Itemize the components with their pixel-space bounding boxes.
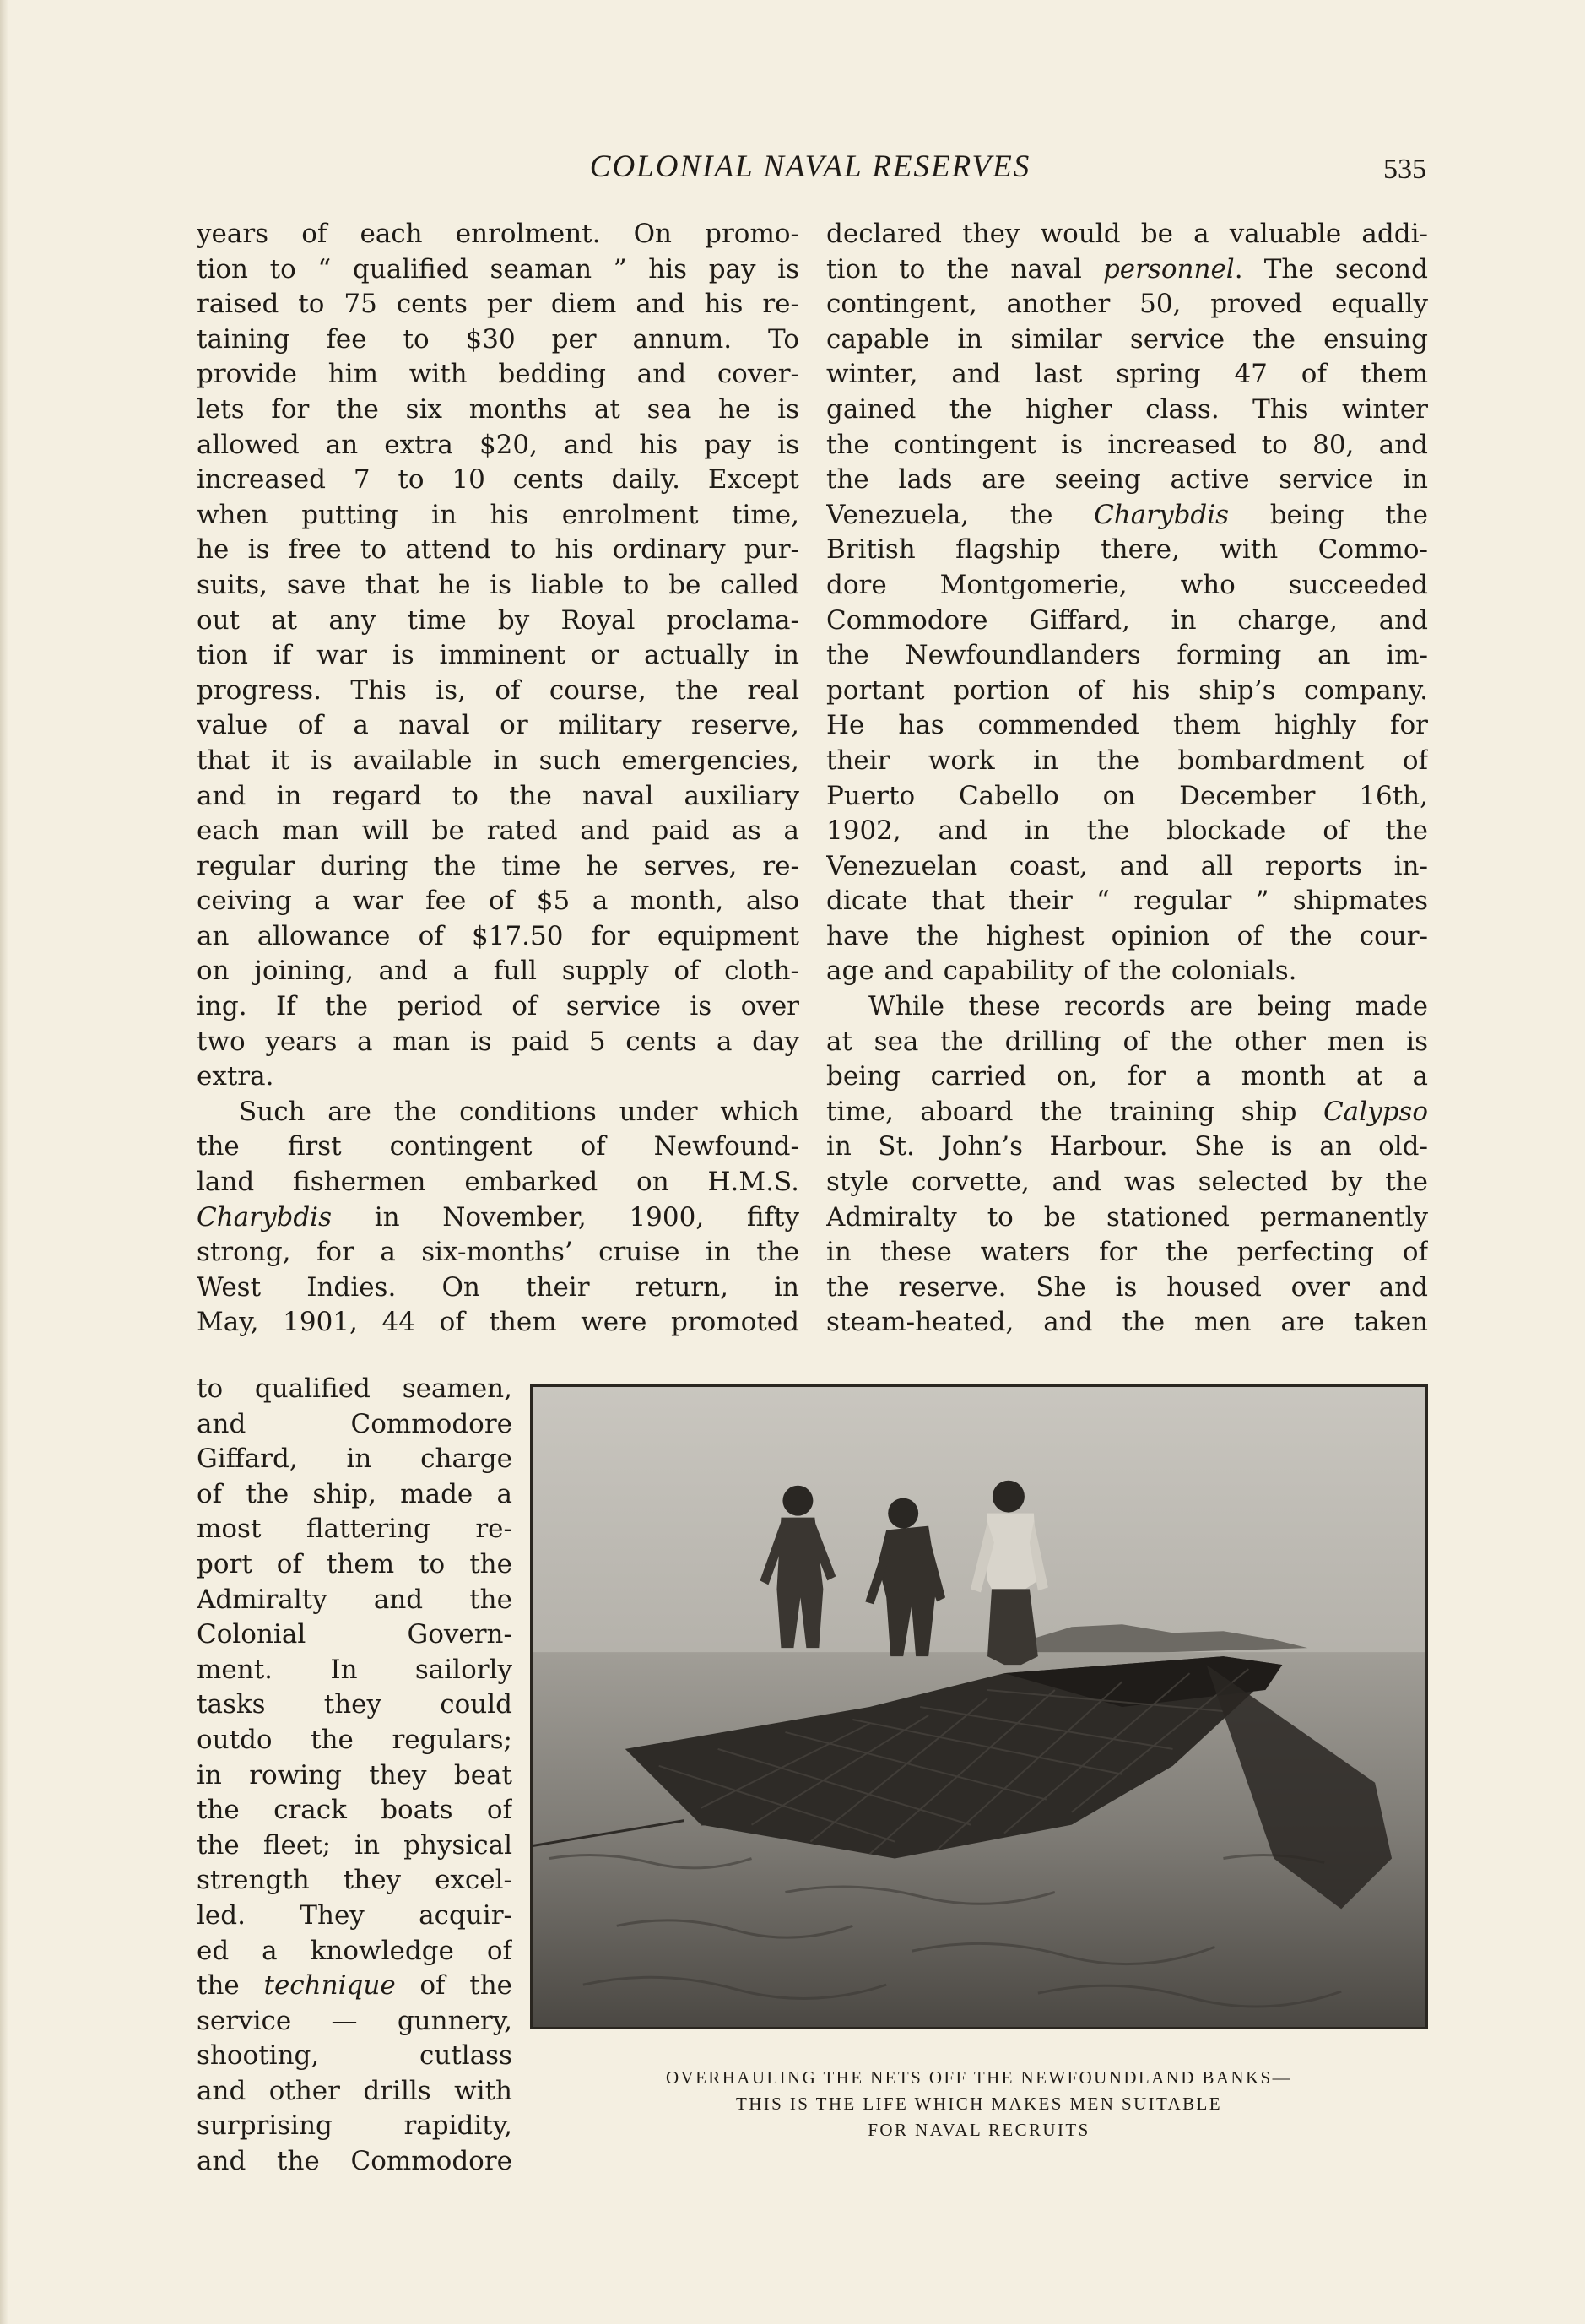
sky-area xyxy=(533,1387,1425,1673)
text-line: style corvette, and was selected by the xyxy=(826,1167,1428,1198)
text-line: age and capability of the colonials. xyxy=(826,956,1297,987)
text-fragment: tion to the naval xyxy=(826,253,1082,284)
running-head: COLONIAL NAVAL RESERVES xyxy=(589,149,1031,184)
text-line: ceiving a war fee of $5 a month, also xyxy=(197,886,799,917)
text-line: surprising rapidity, xyxy=(197,2110,512,2142)
text-line: strong, for a six-months’ cruise in the xyxy=(197,1237,799,1268)
text-line: May, 1901, 44 of them were promoted xyxy=(197,1307,799,1338)
text-line: dore Montgomerie, who succeeded xyxy=(826,569,1428,600)
text-line-technique xyxy=(197,1969,512,2004)
text-line: winter, and last spring 47 of them xyxy=(826,359,1428,390)
page-number: 535 xyxy=(1383,154,1426,185)
text-line: regular during the time he serves, re- xyxy=(197,850,799,881)
caption-line: FOR NAVAL RECRUITS xyxy=(868,2120,1090,2140)
text-line: each man will be rated and paid as a xyxy=(197,815,799,847)
text-line: shooting, cutlass xyxy=(197,2040,512,2072)
text-line: Giffard, in charge xyxy=(197,1444,512,1475)
text-line: tion to “ qualified seaman ” his pay is xyxy=(197,253,799,284)
text-line: at sea the drilling of the other men is xyxy=(826,1026,1428,1057)
text-line: suits, save that he is liable to be called xyxy=(197,569,799,600)
text-line: raised to 75 cents per diem and his re- xyxy=(197,289,799,320)
text-line: the reserve. She is housed over and xyxy=(826,1271,1428,1303)
text-line: capable in similar service the ensuing xyxy=(826,323,1428,355)
text-fragment: Venezuela, the xyxy=(826,499,1053,530)
text-line-personnel xyxy=(826,252,1428,288)
text-line-calypso xyxy=(826,1095,1428,1130)
text-line: dicate that their “ regular ” shipmates xyxy=(826,886,1428,917)
text-line: allowed an extra $20, and his pay is xyxy=(197,429,799,460)
text-line: extra. xyxy=(197,1061,274,1092)
text-line: ed a knowledge of xyxy=(197,1935,512,1966)
photo-illustration xyxy=(533,1387,1425,2027)
caption-line: THIS IS THE LIFE WHICH MAKES MEN SUITABLE xyxy=(735,2094,1223,2114)
ship-name-italic: Charybdis xyxy=(197,1201,333,1232)
text-fragment: being the xyxy=(1269,499,1428,530)
text-line: value of a naval or military reserve, xyxy=(197,710,799,741)
text-line: out at any time by Royal proclama- xyxy=(197,604,799,636)
text-line: Admiralty to be stationed permanently xyxy=(826,1201,1428,1232)
text-line: the contingent is increased to 80, and xyxy=(826,429,1428,460)
text-line: contingent, another 50, proved equally xyxy=(826,289,1428,320)
text-line: in rowing they beat xyxy=(197,1759,512,1790)
text-line: being carried on, for a month at a xyxy=(826,1061,1428,1092)
text-line: While these records are being made xyxy=(868,991,1428,1022)
left-column xyxy=(197,217,799,1341)
text-line: Colonial Govern- xyxy=(197,1619,512,1650)
text-line: gained the higher class. This winter xyxy=(826,393,1428,425)
text-line: and other drills with xyxy=(197,2075,512,2106)
text-line: West Indies. On their return, in xyxy=(197,1271,799,1303)
text-line: Commodore Giffard, in charge, and xyxy=(826,604,1428,636)
text-fragment: in November, 1900, fifty xyxy=(374,1201,799,1232)
text-line: 1902, and in the blockade of the xyxy=(826,815,1428,847)
text-fragment: the xyxy=(197,1970,240,2002)
text-line: outdo the regulars; xyxy=(197,1724,512,1755)
text-line: an allowance of $17.50 for equipment xyxy=(197,920,799,951)
left-narrow-column xyxy=(197,1372,512,2180)
right-column xyxy=(826,217,1428,1341)
text-line: and Commodore xyxy=(197,1408,512,1439)
text-line: increased 7 to 10 cents daily. Except xyxy=(197,464,799,496)
ship-name-italic: Calypso xyxy=(1323,1096,1428,1127)
text-line: service — gunnery, xyxy=(197,2005,512,2036)
text-line: land fishermen embarked on H.M.S. xyxy=(197,1167,799,1198)
text-line: their work in the bombardment of xyxy=(826,745,1428,776)
text-line: declared they would be a valuable addi- xyxy=(826,219,1428,249)
text-line: have the highest opinion of the cour- xyxy=(826,920,1428,951)
text-line: in St. John’s Harbour. She is an old- xyxy=(826,1131,1428,1162)
text-line: years of each enrolment. On promo- xyxy=(197,219,799,249)
text-line: and the Commodore xyxy=(197,2146,512,2177)
text-line: provide him with bedding and cover- xyxy=(197,359,799,390)
text-line: tion if war is imminent or actually in xyxy=(197,640,799,671)
text-fragment: of the xyxy=(419,1970,512,2002)
text-line: when putting in his enrolment time, xyxy=(197,499,799,530)
text-line: strength they excel- xyxy=(197,1865,512,1896)
text-line: and in regard to the naval auxiliary xyxy=(197,780,799,811)
text-line: port of them to the xyxy=(197,1548,512,1579)
text-line-charybdis xyxy=(826,498,1428,534)
photo-caption xyxy=(540,2065,1418,2143)
text-fragment: time, aboard the training ship xyxy=(826,1096,1297,1127)
text-line: on joining, and a full supply of cloth- xyxy=(197,956,799,987)
text-line: the fleet; in physical xyxy=(197,1829,512,1861)
text-line: two years a man is paid 5 cents a day xyxy=(197,1026,799,1057)
text-line: steam-heated, and the men are taken xyxy=(826,1307,1428,1338)
personnel-italic: personnel xyxy=(1102,253,1235,284)
text-line: ment. In sailorly xyxy=(197,1654,512,1685)
ship-name-italic: Charybdis xyxy=(1094,499,1230,530)
text-line: the first contingent of Newfound- xyxy=(197,1131,799,1162)
text-line: the lads are seeing active service in xyxy=(826,464,1428,496)
text-line: portant portion of his ship’s company. xyxy=(826,674,1428,706)
text-line: He has commended them highly for xyxy=(826,710,1428,741)
text-line: Such are the conditions under which xyxy=(239,1096,799,1127)
text-line: Puerto Cabello on December 16th, xyxy=(826,780,1428,811)
page-edge xyxy=(0,0,8,2324)
text-line: to qualified seamen, xyxy=(197,1373,512,1404)
technique-italic: technique xyxy=(263,1970,396,2002)
text-line: led. They acquir- xyxy=(197,1899,512,1931)
text-fragment: . The second xyxy=(1234,253,1428,284)
text-line: the crack boats of xyxy=(197,1795,512,1826)
text-line: most flattering re- xyxy=(197,1514,512,1545)
text-line: British flagship there, with Commo- xyxy=(826,534,1428,566)
text-line: progress. This is, of course, the real xyxy=(197,674,799,706)
text-line: lets for the six months at sea he is xyxy=(197,393,799,425)
text-line: in these waters for the perfecting of xyxy=(826,1237,1428,1268)
text-line: of the ship, made a xyxy=(197,1478,512,1509)
text-line: tasks they could xyxy=(197,1689,512,1720)
caption-line: OVERHAULING THE NETS OFF THE NEWFOUNDLAND BANKS— xyxy=(665,2067,1293,2088)
text-line: he is free to attend to his ordinary pur- xyxy=(197,534,799,566)
text-line: Admiralty and the xyxy=(197,1584,512,1615)
text-line: taining fee to $30 per annum. To xyxy=(197,323,799,355)
text-line: ing. If the period of service is over xyxy=(197,991,799,1022)
text-line: Venezuelan coast, and all reports in- xyxy=(826,850,1428,881)
text-line: the Newfoundlanders forming an im- xyxy=(826,640,1428,671)
text-line: that it is available in such emergencies, xyxy=(197,745,799,776)
text-line-charybdis xyxy=(197,1200,799,1236)
page-header xyxy=(194,149,1426,191)
fishermen-photograph xyxy=(530,1384,1428,2029)
